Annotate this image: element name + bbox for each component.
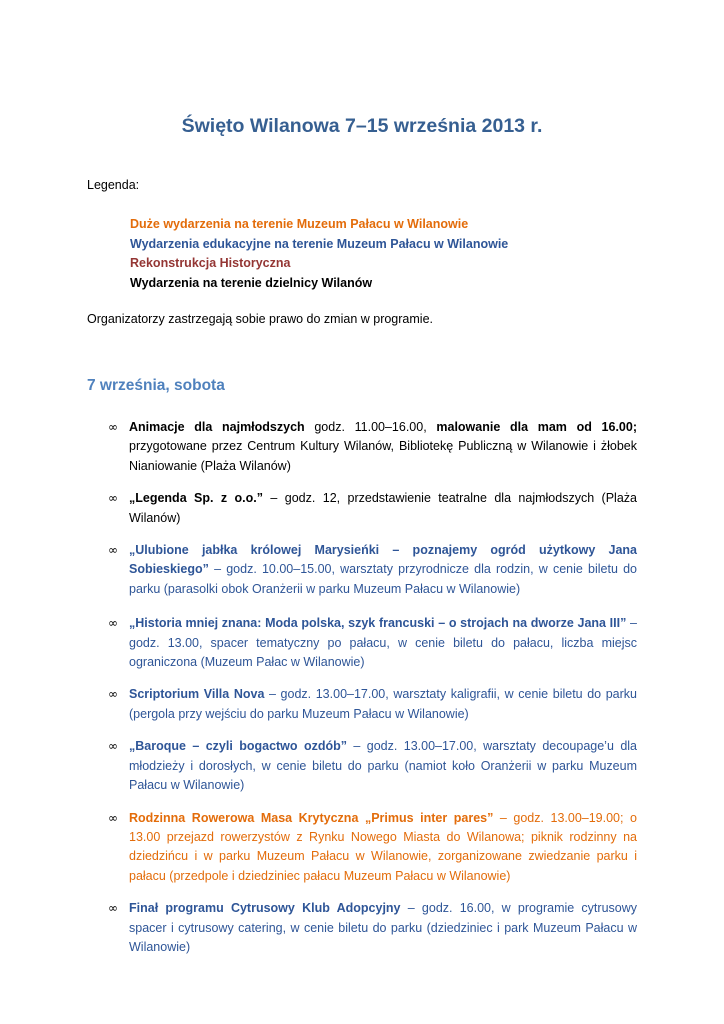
infinity-bullet-icon: ∞: [108, 739, 118, 754]
legend-item-educational-events: Wydarzenia edukacyjne na terenie Muzeum Pałacu w Wilanowie: [130, 236, 509, 251]
event-title: „Historia mniej znana: Moda polska, szyk francuski – o strojach na dworze Jana III”: [129, 616, 627, 631]
event-text: – godz. 12, przedstawienie teatralne dla najmłodszych (Plaża Wilanów): [129, 491, 637, 525]
event-item: [110, 614, 637, 672]
event-title: „Baroque – czyli bogactwo ozdób”: [129, 739, 347, 754]
event-item: [110, 541, 637, 599]
event-title: „Ulubione jabłka królowej Marysieńki – poznajemy ogród użytkowy Jana Sobieskiego”: [129, 543, 637, 577]
event-text: – godz. 10.00–15.00, warsztaty przyrodnicze dla rodzin, w cenie biletu do parku (parasolki obok Oranżerii w parku Muzeum Pałacu w Wilanowie): [129, 562, 637, 596]
event-title: Rodzinna Rowerowa Masa Krytyczna „Primus inter pares”: [129, 810, 494, 825]
event-text: – godz. 16.00, w programie cytrusowy spacer i cytrusowy catering, w cenie biletu do parku (dziedziniec i park Muzeum Pałacu w Wilanowie): [129, 901, 637, 954]
event-title: „Legenda Sp. z o.o.”: [129, 491, 264, 506]
infinity-bullet-icon: ∞: [108, 420, 118, 434]
event-text: – godz. 13.00, spacer tematyczny po pałacu, w cenie biletu do pałacu, liczba miejsc ograniczona (Muzeum Pałac w Wilanowie): [129, 616, 637, 670]
day-heading: 7 września, sobota: [87, 377, 225, 394]
page-title: Święto Wilanowa 7–15 września 2013 r.: [181, 115, 543, 137]
infinity-bullet-icon: ∞: [108, 616, 118, 631]
legend-item-major-events: Duże wydarzenia na terenie Muzeum Pałacu w Wilanowie: [130, 217, 469, 231]
event-item: [110, 737, 637, 795]
event-text: przygotowane przez Centrum Kultury Wilanów, Bibliotekę Publiczną w Wilanowie i żłobek Nianiowanie (Plaża Wilanów): [129, 439, 637, 473]
event-item: [110, 418, 637, 476]
event-item: [110, 489, 637, 528]
event-text: – godz. 13.00–19.00; o 13.00 przejazd rowerzystów z Rynku Nowego Miasta do Wilanowa; piknik rodzinny na dziedzińcu i w parku Muzeum Pałacu w Wilanowie, zorganizowane zwiedzanie parku i pałacu (przedpole i dziedziniec pałacu Muzeum Pałacu w Wilanowie): [129, 810, 637, 883]
event-title: Finał programu Cytrusowy Klub Adopcyjny: [129, 901, 401, 916]
disclaimer-note: Organizatorzy zastrzegają sobie prawo do zmian w programie.: [87, 312, 433, 326]
event-text: – godz. 13.00–17.00, warsztaty kaligrafii, w cenie biletu do parku (pergola przy wejściu do parku Muzeum Pałacu w Wilanowie): [129, 687, 637, 721]
event-item: [110, 685, 637, 724]
event-title: Scriptorium Villa Nova: [129, 687, 265, 702]
infinity-bullet-icon: ∞: [108, 810, 118, 825]
event-item: [110, 899, 637, 957]
event-list: [110, 418, 637, 957]
infinity-bullet-icon: ∞: [108, 543, 118, 558]
legend-item-historical-reenactment: Rekonstrukcja Historyczna: [130, 256, 291, 271]
legend-item-district-events: Wydarzenia na terenie dzielnicy Wilanów: [130, 276, 373, 291]
event-text: godz. 11.00–16.00,: [304, 420, 437, 434]
event-highlight: malowanie dla mam od 16.00;: [436, 420, 637, 434]
infinity-bullet-icon: ∞: [108, 687, 118, 702]
event-title: Animacje dla najmłodszych: [129, 420, 305, 434]
legend-list: [130, 215, 508, 294]
legend-label: Legenda:: [87, 178, 140, 192]
infinity-bullet-icon: ∞: [108, 491, 118, 506]
event-item: [110, 809, 637, 887]
infinity-bullet-icon: ∞: [108, 901, 118, 916]
event-text: – godz. 13.00–17.00, warsztaty decoupage’u dla młodzieży i dorosłych, w cenie biletu do parku (namiot koło Oranżerii w parku Muzeum Pałacu w Wilanowie): [129, 739, 637, 793]
